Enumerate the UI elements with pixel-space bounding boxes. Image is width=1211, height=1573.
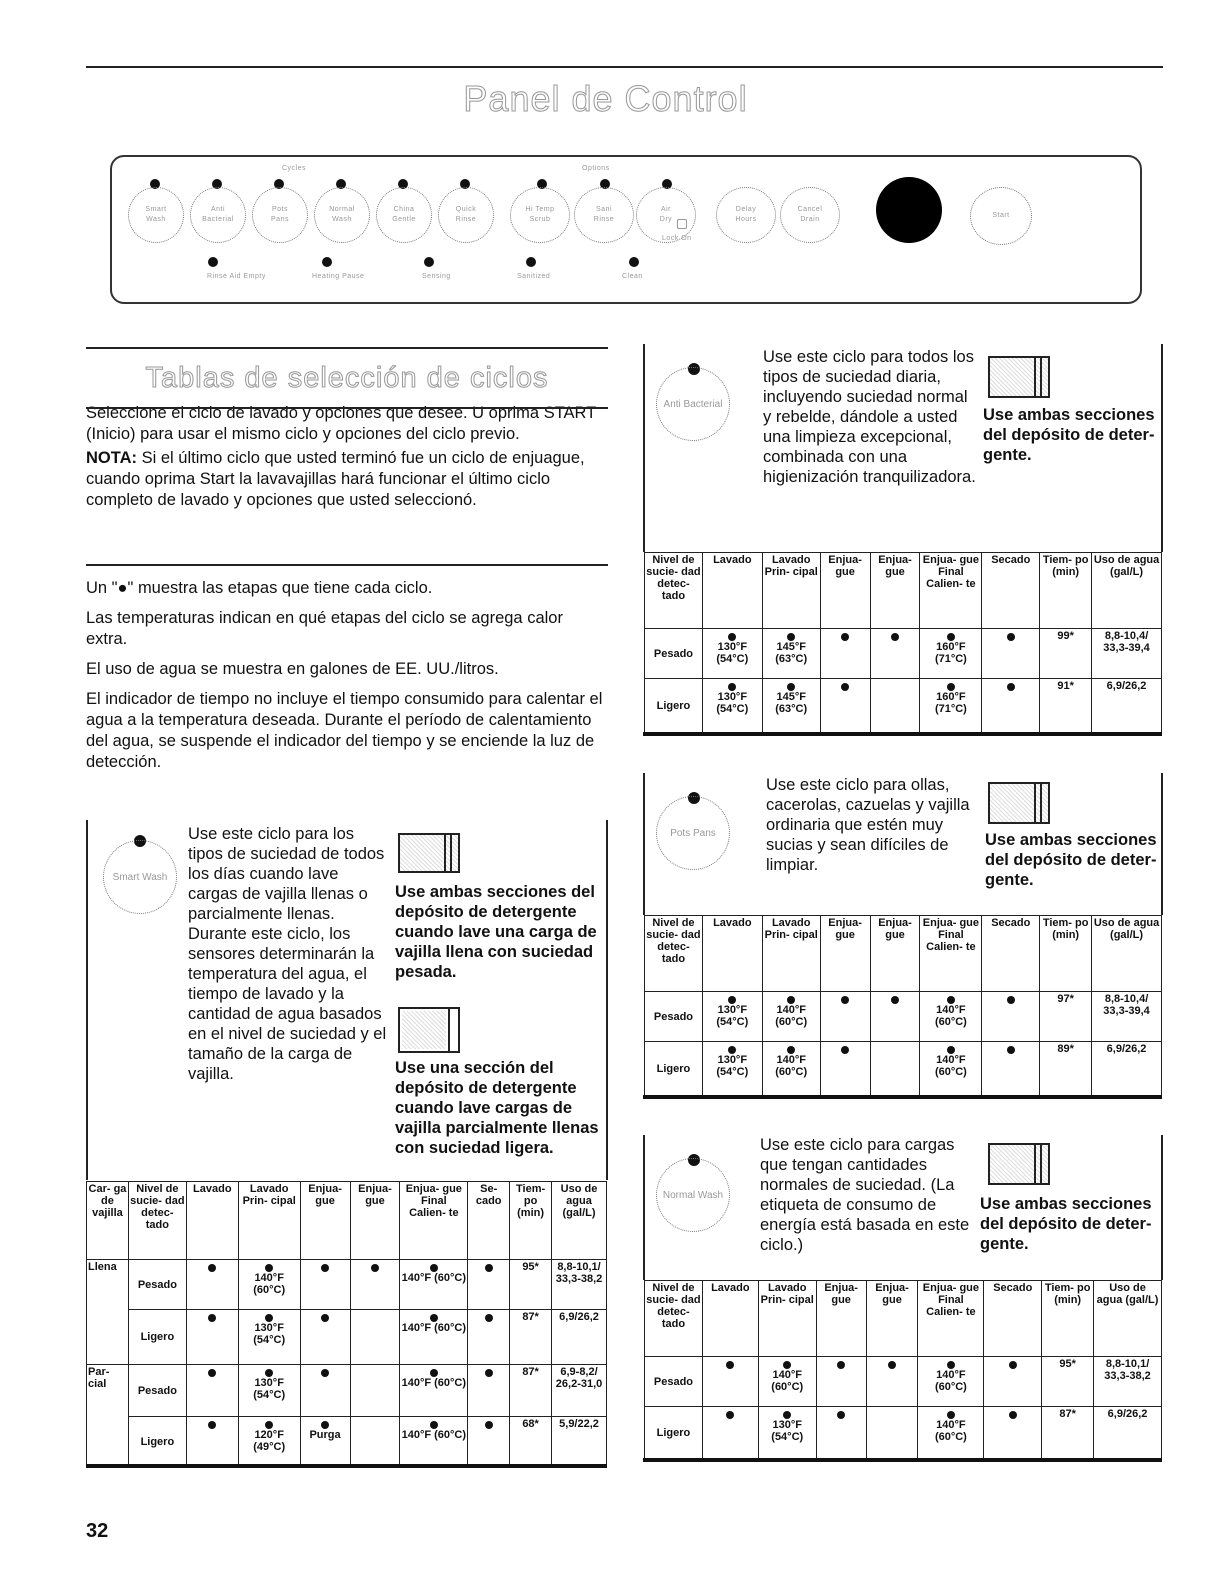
smart-wash-logo-icon: Smart Wash bbox=[103, 840, 177, 914]
col-header: Lavado bbox=[186, 1182, 238, 1260]
pots-pans-logo-icon: Pots Pans bbox=[656, 796, 730, 870]
table-header-row bbox=[645, 553, 1162, 629]
table-bottom-rule bbox=[643, 1458, 1162, 1462]
normal-wash-logo-icon: Normal Wash bbox=[656, 1158, 730, 1232]
col-header: Uso de agua (gal/L) bbox=[552, 1182, 607, 1260]
anti-bacterial-description: Use este ciclo para todos los tipos de suciedad diaria, incluyendo suciedad normal y rebelde, dándole a usted una limpieza excepcional, combinada con una higienización tranquilizadora. bbox=[763, 348, 976, 486]
legend-paragraph: El uso de agua se muestra en galones de EE. UU./litros. bbox=[86, 660, 499, 678]
normal-wash-note: Use ambas secciones del depósito de deter- gente. bbox=[980, 1195, 1152, 1253]
indicator-rinse-aid-empty: Rinse Aid Empty bbox=[207, 273, 266, 280]
col-header: Enjua- gue bbox=[816, 1281, 866, 1357]
indicator-light bbox=[526, 257, 536, 267]
status-light-icon bbox=[876, 177, 942, 243]
col-header: Lavado Prin- cipal bbox=[762, 553, 820, 629]
cancel-drain-button[interactable]: Cancel Drain bbox=[780, 187, 840, 243]
sani-rinse-button[interactable]: Sani Rinse bbox=[574, 187, 634, 243]
col-header: Uso de agua (gal/L) bbox=[1092, 553, 1162, 629]
section-rule bbox=[86, 407, 608, 409]
table-row: Ligero 130°F (54°C) 145°F (63°C) 160°F (71°C) 91* 6,9/26,2 bbox=[645, 679, 1162, 733]
box-border bbox=[643, 344, 645, 552]
pots-pans-note: Use ambas secciones del depósito de deter- gente. bbox=[985, 831, 1157, 889]
box-border bbox=[606, 820, 608, 1180]
indicator-light bbox=[322, 257, 332, 267]
anti-bacterial-table bbox=[644, 552, 1162, 733]
indicator-heating-pause: Heating Pause bbox=[312, 273, 365, 280]
section-title: Tablas de selección de ciclos bbox=[145, 362, 549, 394]
box-border bbox=[643, 1135, 645, 1280]
indicator-sanitized: Sanitized bbox=[517, 273, 551, 280]
col-header: Lavado bbox=[702, 916, 762, 992]
col-header: Enjua- gue bbox=[350, 1182, 400, 1260]
smart-wash-button[interactable]: Smart Wash bbox=[128, 187, 184, 243]
pots-pans-table bbox=[644, 915, 1162, 1096]
level-cell: Pesado bbox=[128, 1260, 186, 1310]
normal-wash-button[interactable]: Normal Wash bbox=[314, 187, 370, 243]
smart-wash-description: Use este ciclo para los tipos de suciedad de todos los días cuando lave cargas de vajilla llenas o parcialmente llenas. Durante este ciclo, los sensores determinarán la temperatura del agua, el tiempo de lavado y la cantidad de agua basados en el nivel de suciedad y el tamaño de la carga de vajilla. bbox=[188, 825, 387, 1083]
legend-paragraph: Las temperaturas indican en qué etapas del ciclo se agrega calor extra. bbox=[86, 609, 563, 648]
smart-wash-note-partial: Use una sección del depósito de detergente cuando lave cargas de vajilla parcialmente llenas con suciedad ligera. bbox=[395, 1059, 599, 1157]
pots-pans-description: Use este ciclo para ollas, cacerolas, cazuelas y vajilla ordinaria que estén muy sucias y sean difíciles de limpiar. bbox=[766, 776, 970, 874]
smart-wash-note-full: Use ambas secciones del depósito de detergente cuando lave una carga de vajilla llena con suciedad pesada. bbox=[395, 883, 597, 981]
col-header: Secado bbox=[982, 553, 1040, 629]
col-header: Nivel de sucie- dad detec- tado bbox=[645, 553, 703, 629]
col-header: Uso de agua (gal/L) bbox=[1094, 1281, 1162, 1357]
col-header: Uso de agua (gal/L) bbox=[1092, 916, 1162, 992]
lock-icon bbox=[677, 219, 687, 229]
indicator-sensing: Sensing bbox=[422, 273, 451, 280]
col-header: Lavado bbox=[702, 1281, 758, 1357]
table-row: Par- cial Pesado 130°F (54°C) 140°F (60°C) 87* 6,9-8,2/ 26,2-31,0 bbox=[87, 1365, 607, 1417]
box-border bbox=[1161, 1135, 1163, 1280]
page-title: Panel de Control bbox=[463, 78, 748, 119]
col-header: Secado bbox=[984, 1281, 1042, 1357]
table-row: Ligero 120°F (49°C) Purga 140°F (60°C) 68* 5,9/22,2 bbox=[87, 1417, 607, 1467]
air-dry-button[interactable]: Air Dry bbox=[636, 187, 696, 243]
table-row: Pesado 130°F (54°C) 140°F (60°C) 140°F (60°C) 97* 8,8-10,4/ 33,3-39,4 bbox=[645, 992, 1162, 1042]
level-cell: Ligero bbox=[128, 1310, 186, 1365]
box-border bbox=[643, 773, 645, 915]
col-header: Enjua- gue Final Calien- te bbox=[400, 1182, 468, 1260]
table-bottom-rule bbox=[643, 732, 1162, 736]
col-header: Lavado bbox=[702, 553, 762, 629]
options-label: Options bbox=[582, 165, 610, 172]
indicator-clean: Clean bbox=[622, 273, 643, 280]
intro-text bbox=[86, 403, 606, 514]
col-header: Tiem- po (min) bbox=[1040, 916, 1092, 992]
box-border bbox=[1161, 773, 1163, 915]
anti-bacterial-button[interactable]: Anti Bacterial bbox=[190, 187, 246, 243]
quick-rinse-button[interactable]: Quick Rinse bbox=[438, 187, 494, 243]
dispenser-both-icon bbox=[988, 356, 1050, 398]
control-panel bbox=[110, 155, 1142, 304]
indicator-light bbox=[629, 257, 639, 267]
table-row: Pesado 130°F (54°C) 145°F (63°C) 160°F (71°C) 99* 8,8-10,4/ 33,3-39,4 bbox=[645, 629, 1162, 679]
table-header-row bbox=[645, 916, 1162, 992]
col-header: Secado bbox=[982, 916, 1040, 992]
china-gentle-button[interactable]: China Gentle bbox=[376, 187, 432, 243]
level-cell: Ligero bbox=[128, 1417, 186, 1467]
pots-pans-button[interactable]: Pots Pans bbox=[252, 187, 308, 243]
col-header: Enjua- gue Final Calien- te bbox=[920, 916, 982, 992]
hi-temp-scrub-button[interactable]: Hi Temp Scrub bbox=[510, 187, 570, 243]
table-header-row bbox=[87, 1182, 607, 1260]
normal-wash-description: Use este ciclo para cargas que tengan cantidades normales de suciedad. (La etiqueta de consumo de energía está basada en este ciclo.) bbox=[760, 1136, 970, 1254]
smart-wash-table bbox=[86, 1181, 607, 1467]
col-header: Nivel de sucie- dad detec- tado bbox=[645, 916, 703, 992]
col-header: Enjua- gue bbox=[300, 1182, 350, 1260]
col-header: Enjua- gue Final Calien- te bbox=[918, 1281, 984, 1357]
col-header: Enjua- gue bbox=[820, 553, 870, 629]
load-cell: Par- cial bbox=[87, 1365, 129, 1467]
indicator-light bbox=[424, 257, 434, 267]
dispenser-one-icon bbox=[398, 1007, 460, 1053]
dispenser-both-icon bbox=[988, 1143, 1050, 1185]
col-header: Tiem- po (min) bbox=[1042, 1281, 1094, 1357]
delay-hours-button[interactable]: Delay Hours bbox=[716, 187, 776, 243]
intro-paragraph: Seleccione el ciclo de lavado y opciones que desee. U oprima START (Inicio) para usar el mismo ciclo y opciones del ciclo previo. bbox=[86, 404, 596, 443]
lock-on-label: Lock On bbox=[662, 235, 692, 242]
normal-wash-table bbox=[644, 1280, 1162, 1459]
anti-bacterial-logo-icon: Anti Bacterial bbox=[656, 367, 730, 441]
col-header: Car- ga de vajilla bbox=[87, 1182, 129, 1260]
cycles-label: Cycles bbox=[282, 165, 307, 172]
legend-paragraph: Un "●" muestra las etapas que tiene cada ciclo. bbox=[86, 579, 433, 597]
col-header: Lavado Prin- cipal bbox=[238, 1182, 300, 1260]
table-header-row bbox=[645, 1281, 1162, 1357]
col-header: Enjua- gue bbox=[866, 1281, 918, 1357]
table-row: Ligero 130°F (54°C) 140°F (60°C) 87* 6,9/26,2 bbox=[645, 1407, 1162, 1459]
col-header: Tiem- po (min) bbox=[510, 1182, 552, 1260]
col-header: Tiem- po (min) bbox=[1040, 553, 1092, 629]
col-header: Enjua- gue Final Calien- te bbox=[920, 553, 982, 629]
col-header: Enjua- gue bbox=[820, 916, 870, 992]
box-border bbox=[1161, 344, 1163, 552]
col-header: Enjua- gue bbox=[870, 916, 920, 992]
page-number: 32 bbox=[86, 1520, 109, 1542]
box-border bbox=[86, 820, 88, 1180]
section-rule bbox=[86, 347, 608, 349]
top-rule bbox=[86, 66, 1163, 68]
table-row: Pesado 140°F (60°C) 140°F (60°C) 95* 8,8-10,1/ 33,3-38,2 bbox=[645, 1357, 1162, 1407]
level-cell: Pesado bbox=[128, 1365, 186, 1417]
table-bottom-rule bbox=[643, 1095, 1162, 1099]
table-bottom-rule bbox=[86, 1464, 607, 1468]
table-row: Ligero 130°F (54°C) 140°F (60°C) 87* 6,9/26,2 bbox=[87, 1310, 607, 1365]
anti-bacterial-note: Use ambas secciones del depósito de deter- gente. bbox=[983, 406, 1155, 464]
col-header: Nivel de sucie- dad detec- tado bbox=[645, 1281, 703, 1357]
col-header: Se- cado bbox=[468, 1182, 510, 1260]
section-rule bbox=[86, 564, 608, 566]
col-header: Lavado Prin- cipal bbox=[762, 916, 820, 992]
legend-paragraph: El indicador de tiempo no incluye el tiempo consumido para calentar el agua a la temperatura deseada. Durante el período de calentamiento del agua, se suspende el indicador del tiempo y se enciende la luz de detección. bbox=[86, 690, 603, 771]
indicator-light bbox=[208, 257, 218, 267]
load-cell: Llena bbox=[87, 1260, 129, 1365]
col-header: Nivel de sucie- dad detec- tado bbox=[128, 1182, 186, 1260]
table-row: Ligero 130°F (54°C) 140°F (60°C) 140°F (60°C) 89* 6,9/26,2 bbox=[645, 1042, 1162, 1096]
start-button[interactable]: Start bbox=[970, 187, 1032, 245]
legend-text bbox=[86, 578, 606, 776]
col-header: Lavado Prin- cipal bbox=[758, 1281, 816, 1357]
col-header: Enjua- gue bbox=[870, 553, 920, 629]
dispenser-both-icon bbox=[988, 782, 1050, 824]
dispenser-both-icon bbox=[398, 833, 460, 873]
note-paragraph: NOTA: Si el último ciclo que usted terminó fue un ciclo de enjuague, cuando oprima Start la lavavajillas hará funcionar el último ciclo completo de lavado y opciones que usted seleccionó. bbox=[86, 449, 585, 509]
table-row: Llena Pesado 140°F (60°C) 140°F (60°C) 95* 8,8-10,1/ 33,3-38,2 bbox=[87, 1260, 607, 1310]
